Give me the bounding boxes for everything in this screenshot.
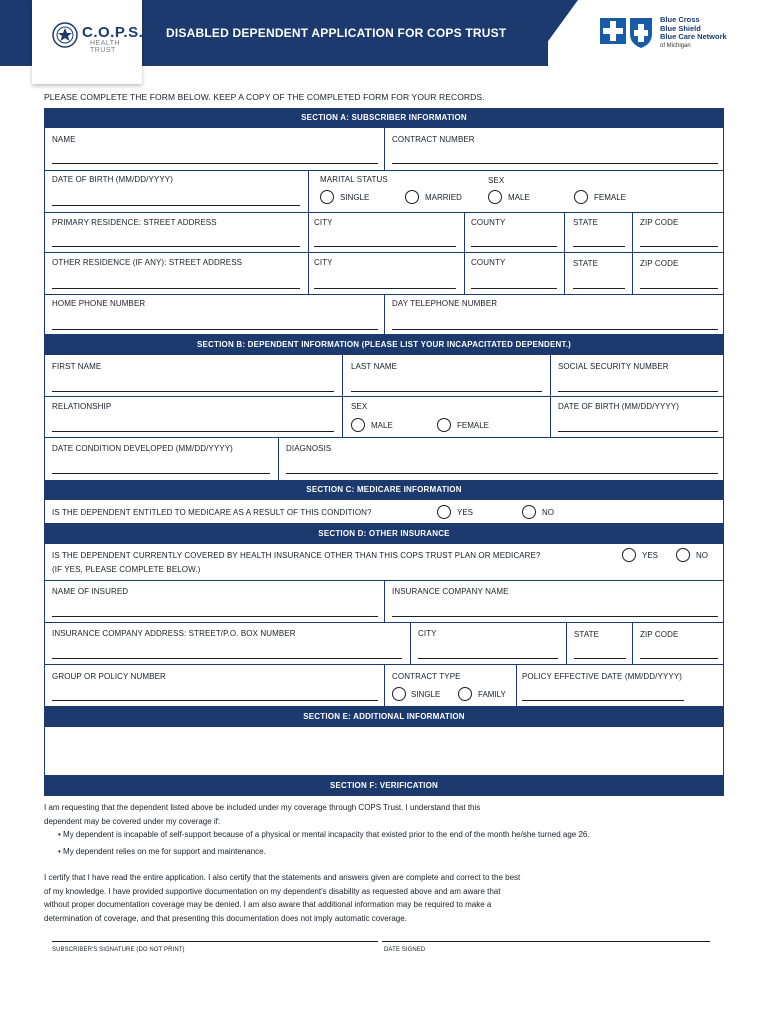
company-address-label: INSURANCE COMPANY ADDRESS: STREET/P.O. BOX NUMBER: [52, 629, 296, 638]
divider: [342, 355, 343, 437]
divider: [384, 128, 385, 170]
divider: [308, 170, 309, 294]
contract-number-label: CONTRACT NUMBER: [392, 135, 475, 144]
verification-line: of my knowledge. I have provided supportive documentation on my dependent's disability as requested above and am aware that: [44, 886, 501, 896]
dependent-female-label: FEMALE: [457, 421, 490, 430]
insured-name-label: NAME OF INSURED: [52, 587, 129, 596]
city-label: CITY: [314, 218, 333, 227]
dependent-female-radio[interactable]: [437, 418, 451, 432]
county-label: COUNTY: [471, 218, 506, 227]
contract-single-label: SINGLE: [411, 690, 441, 699]
divider: [44, 396, 724, 397]
section-a-header: SECTION A: SUBSCRIBER INFORMATION: [44, 108, 724, 128]
bcbs-line-4: of Michigan: [660, 42, 691, 49]
company-address-field[interactable]: [52, 658, 402, 659]
ssn-label: SOCIAL SECURITY NUMBER: [558, 362, 669, 371]
county-field[interactable]: [471, 288, 557, 289]
cops-seal-icon: [52, 22, 78, 48]
contract-single-radio[interactable]: [392, 687, 406, 701]
home-phone-field[interactable]: [52, 329, 378, 330]
sex-label: SEX: [488, 176, 505, 185]
ssn-field[interactable]: [558, 391, 718, 392]
dependent-dob-label: DATE OF BIRTH (MM/DD/YYYY): [558, 402, 679, 411]
contract-family-radio[interactable]: [458, 687, 472, 701]
divider: [44, 437, 724, 438]
section-c-header: SECTION C: MEDICARE INFORMATION: [44, 480, 724, 500]
section-b-box: [44, 355, 724, 481]
company-city-label: CITY: [418, 629, 437, 638]
section-d-header: SECTION D: OTHER INSURANCE: [44, 524, 724, 544]
divider: [384, 294, 385, 335]
group-number-label: GROUP OR POLICY NUMBER: [52, 672, 166, 681]
company-name-label: INSURANCE COMPANY NAME: [392, 587, 509, 596]
divider: [44, 212, 724, 213]
zip-label: ZIP CODE: [640, 259, 679, 268]
diagnosis-label: DIAGNOSIS: [286, 444, 332, 453]
contract-number-field[interactable]: [392, 163, 718, 164]
insured-name-field[interactable]: [52, 616, 378, 617]
divider: [566, 622, 567, 664]
other-insurance-note: (IF YES, PLEASE COMPLETE BELOW.): [52, 565, 201, 574]
logo-name: C.O.P.S.: [82, 24, 144, 41]
verification-line: I certify that I have read the entire application. I also certify that the statements and answers given are complete and correct to the best: [44, 873, 521, 882]
divider: [44, 252, 724, 253]
city-field[interactable]: [314, 288, 456, 289]
last-name-field[interactable]: [351, 391, 542, 392]
condition-date-field[interactable]: [52, 473, 270, 474]
bcbs-name: [660, 16, 727, 50]
other-residence-label: OTHER RESIDENCE (IF ANY): STREET ADDRESS: [52, 258, 243, 267]
header-band-tail: [530, 0, 578, 66]
first-name-label: FIRST NAME: [52, 362, 102, 371]
diagnosis-field[interactable]: [286, 473, 718, 474]
bcbs-line-3: Blue Care Network: [660, 32, 727, 41]
company-state-label: STATE: [574, 630, 600, 639]
primary-residence-label: PRIMARY RESIDENCE: STREET ADDRESS: [52, 218, 217, 227]
verification-line: without proper documentation coverage may be denied. I am also aware that additional information may be required to make a: [44, 900, 492, 909]
state-field[interactable]: [573, 246, 625, 247]
divider: [44, 170, 724, 171]
medicare-no-radio[interactable]: [522, 505, 536, 519]
male-radio[interactable]: [488, 190, 502, 204]
divider: [384, 664, 385, 707]
divider: [550, 355, 551, 437]
divider: [410, 622, 411, 664]
name-field[interactable]: [52, 163, 378, 164]
other-insurance-yes-radio[interactable]: [622, 548, 636, 562]
bcbs-line-1: Blue Cross: [660, 15, 700, 24]
verification-paragraph-1: [44, 801, 734, 828]
primary-street-field[interactable]: [52, 246, 300, 247]
verification-line: I am requesting that the dependent listed above be included under my coverage through COPS Trust. I understand that this: [44, 803, 481, 812]
company-state-field[interactable]: [574, 658, 626, 659]
company-zip-field[interactable]: [640, 658, 718, 659]
medicare-yes-radio[interactable]: [437, 505, 451, 519]
verification-bullet-2: • My dependent relies on me for support and maintenance.: [58, 847, 266, 856]
marital-status-label: MARITAL STATUS: [320, 175, 388, 184]
home-phone-label: HOME PHONE NUMBER: [52, 299, 146, 308]
bcbs-line-2: Blue Shield: [660, 23, 701, 33]
medicare-question: IS THE DEPENDENT ENTITLED TO MEDICARE AS A RESULT OF THIS CONDITION?: [52, 508, 372, 517]
single-label: SINGLE: [340, 193, 370, 202]
state-label: STATE: [573, 218, 599, 227]
zip-field[interactable]: [640, 288, 718, 289]
married-label: MARRIED: [425, 193, 462, 202]
logo-subtitle: HEALTH TRUST: [90, 40, 121, 54]
company-city-field[interactable]: [418, 658, 558, 659]
other-insurance-no-radio[interactable]: [676, 548, 690, 562]
married-radio[interactable]: [405, 190, 419, 204]
first-name-field[interactable]: [52, 391, 334, 392]
contract-family-label: FAMILY: [478, 690, 506, 699]
dob-field[interactable]: [52, 205, 300, 206]
effective-date-label: POLICY EFFECTIVE DATE (MM/DD/YYYY): [522, 672, 683, 681]
dob-label: DATE OF BIRTH (MM/DD/YYYY): [52, 175, 173, 184]
intro-text: PLEASE COMPLETE THE FORM BELOW. KEEP A COPY OF THE COMPLETED FORM FOR YOUR RECORDS.: [44, 92, 485, 102]
day-phone-field[interactable]: [392, 329, 718, 330]
cops-logo: [32, 0, 142, 84]
divider: [384, 580, 385, 622]
company-name-field[interactable]: [392, 616, 718, 617]
dependent-male-radio[interactable]: [351, 418, 365, 432]
divider: [564, 212, 565, 294]
state-label: STATE: [573, 259, 599, 268]
county-field[interactable]: [471, 246, 557, 247]
zip-field[interactable]: [640, 246, 718, 247]
divider: [632, 212, 633, 294]
group-number-field[interactable]: [52, 700, 378, 701]
section-f-header: SECTION F: VERIFICATION: [44, 776, 724, 796]
date-signed-label: DATE SIGNED: [384, 947, 426, 953]
single-radio[interactable]: [320, 190, 334, 204]
additional-info-field[interactable]: [44, 727, 724, 776]
state-field[interactable]: [573, 288, 625, 289]
other-street-field[interactable]: [52, 288, 300, 289]
relationship-label: RELATIONSHIP: [52, 402, 112, 411]
verification-paragraph-2: [44, 871, 734, 925]
company-zip-label: ZIP CODE: [640, 630, 679, 639]
other-insurance-no-label: NO: [696, 551, 708, 560]
other-insurance-question: IS THE DEPENDENT CURRENTLY COVERED BY HEALTH INSURANCE OTHER THAN THIS COPS TRUST PLAN OR MEDICARE?: [52, 551, 541, 560]
page-title: DISABLED DEPENDENT APPLICATION FOR COPS TRUST: [166, 26, 507, 40]
dependent-dob-field[interactable]: [558, 431, 718, 432]
dependent-male-label: MALE: [371, 421, 393, 430]
city-label: CITY: [314, 258, 333, 267]
medicare-no-label: NO: [542, 508, 554, 517]
divider: [44, 622, 724, 623]
other-insurance-yes-label: YES: [642, 551, 659, 560]
divider: [278, 437, 279, 481]
effective-date-field[interactable]: [522, 700, 684, 701]
divider: [632, 622, 633, 664]
female-radio[interactable]: [574, 190, 588, 204]
signature-label: SUBSCRIBER'S SIGNATURE (DO NOT PRINT): [52, 947, 185, 953]
zip-label: ZIP CODE: [640, 218, 679, 227]
day-phone-label: DAY TELEPHONE NUMBER: [392, 299, 498, 308]
verification-line: determination of coverage, and that presenting this documentation does not imply automatic coverage.: [44, 913, 407, 923]
bcbs-logo-icon: [600, 14, 656, 50]
name-label: NAME: [52, 135, 76, 144]
last-name-label: LAST NAME: [351, 362, 398, 371]
date-signed-field[interactable]: [382, 941, 710, 942]
male-label: MALE: [508, 193, 530, 202]
signature-field[interactable]: [52, 941, 378, 942]
section-b-header: SECTION B: DEPENDENT INFORMATION (PLEASE LIST YOUR INCAPACITATED DEPENDENT.): [44, 335, 724, 355]
verification-line: dependent may be covered under my coverage if:: [44, 816, 221, 826]
dependent-sex-label: SEX: [351, 402, 368, 411]
city-field[interactable]: [314, 246, 456, 247]
section-e-header: SECTION E: ADDITIONAL INFORMATION: [44, 707, 724, 727]
condition-date-label: DATE CONDITION DEVELOPED (MM/DD/YYYY): [52, 444, 233, 453]
relationship-field[interactable]: [52, 431, 334, 432]
verification-bullet-1: • My dependent is incapable of self-support because of a physical or mental incapacity that existed prior to the end of the month he/she turned age 26.: [58, 830, 590, 839]
contract-type-label: CONTRACT TYPE: [392, 672, 461, 681]
medicare-yes-label: YES: [457, 508, 474, 517]
female-label: FEMALE: [594, 193, 627, 202]
county-label: COUNTY: [471, 258, 506, 267]
divider: [516, 664, 517, 707]
divider: [464, 212, 465, 294]
